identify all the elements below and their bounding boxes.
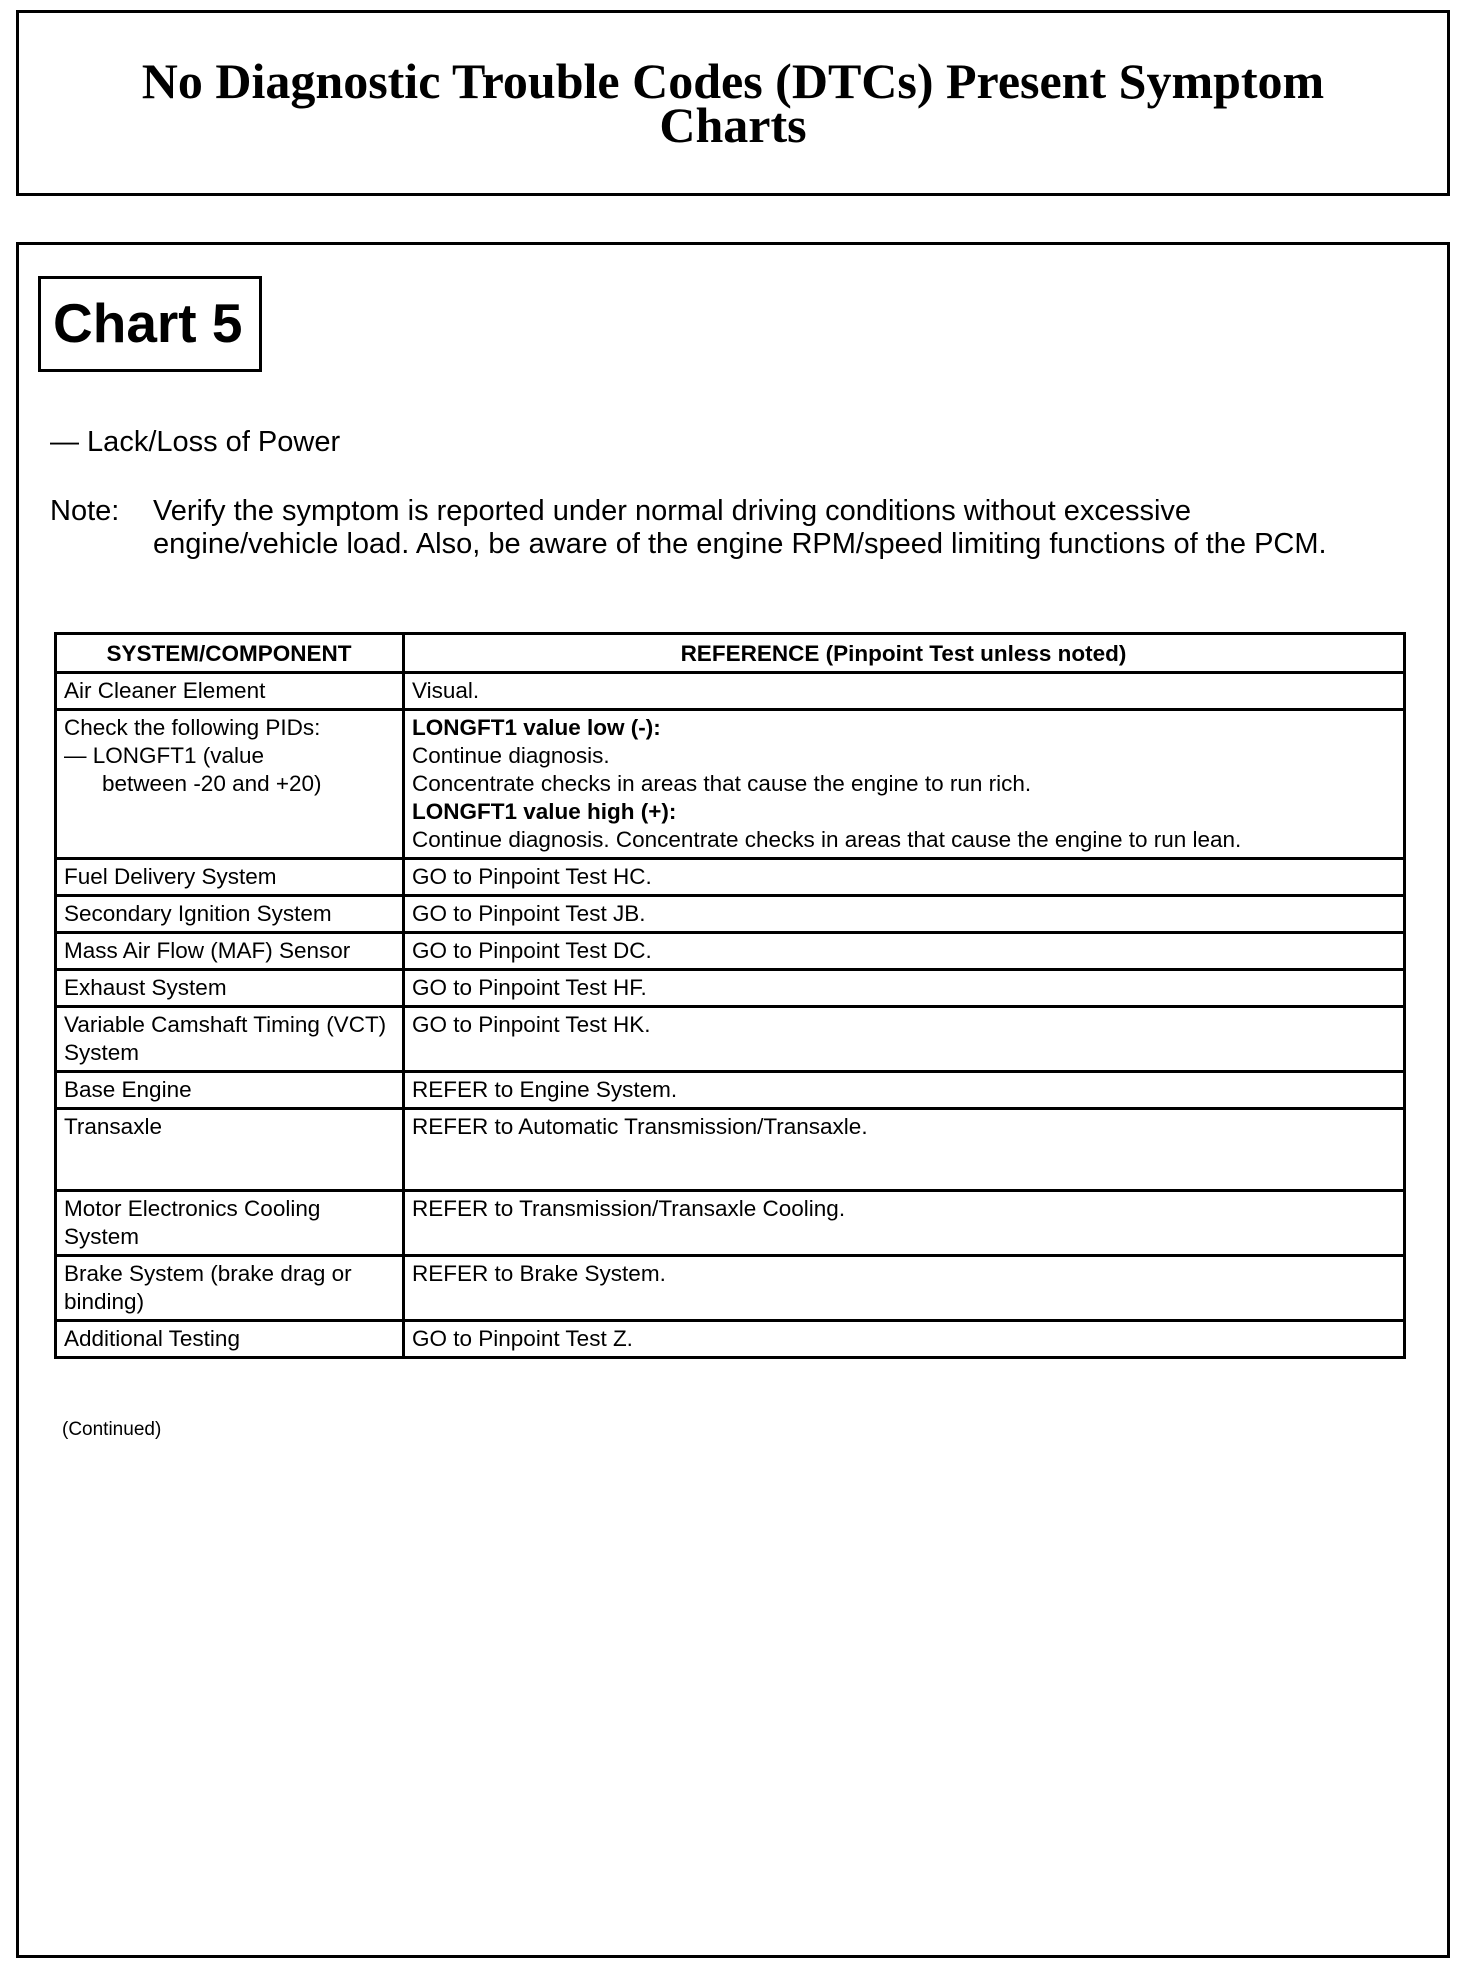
table-row bbox=[56, 933, 1405, 970]
column-header-reference: REFERENCE (Pinpoint Test unless noted) bbox=[404, 634, 1405, 673]
table-row bbox=[56, 859, 1405, 896]
system-cell: Motor Electronics Cooling System bbox=[56, 1191, 404, 1256]
chart-label: Chart 5 bbox=[38, 276, 262, 372]
system-line: Check the following PIDs: bbox=[64, 715, 321, 740]
table-header-row bbox=[56, 634, 1405, 673]
system-cell: Base Engine bbox=[56, 1072, 404, 1109]
system-line: between -20 and +20) bbox=[102, 771, 322, 796]
table-row bbox=[56, 1072, 1405, 1109]
table-row bbox=[56, 1191, 1405, 1256]
table-row bbox=[56, 710, 1405, 859]
continued-label: (Continued) bbox=[62, 1419, 162, 1440]
table-row bbox=[56, 896, 1405, 933]
table-row bbox=[56, 1007, 1405, 1072]
system-cell: Air Cleaner Element bbox=[56, 673, 404, 710]
system-cell: Brake System (brake drag or binding) bbox=[56, 1256, 404, 1321]
system-cell: Variable Camshaft Timing (VCT) System bbox=[56, 1007, 404, 1072]
pid-condition-low: LONGFT1 value low (-): bbox=[412, 715, 661, 740]
reference-cell: REFER to Brake System. bbox=[404, 1256, 1405, 1321]
symptom-chart-table bbox=[54, 632, 1406, 1359]
reference-cell: REFER to Automatic Transmission/Transaxle. bbox=[404, 1109, 1405, 1191]
reference-cell: GO to Pinpoint Test Z. bbox=[404, 1321, 1405, 1358]
reference-cell bbox=[404, 710, 1405, 859]
page-title-line-2: Charts bbox=[659, 97, 807, 153]
reference-cell: REFER to Transmission/Transaxle Cooling. bbox=[404, 1191, 1405, 1256]
system-cell: Transaxle bbox=[56, 1109, 404, 1191]
reference-cell: GO to Pinpoint Test HK. bbox=[404, 1007, 1405, 1072]
system-cell: Additional Testing bbox=[56, 1321, 404, 1358]
reference-line: Continue diagnosis. Concentrate checks in areas that cause the engine to run lean. bbox=[412, 827, 1242, 852]
table-row bbox=[56, 1321, 1405, 1358]
system-cell bbox=[56, 710, 404, 859]
system-cell: Fuel Delivery System bbox=[56, 859, 404, 896]
note-label: Note: bbox=[50, 495, 120, 527]
column-header-system: SYSTEM/COMPONENT bbox=[56, 634, 404, 673]
reference-line: Continue diagnosis. bbox=[412, 743, 610, 768]
reference-cell: GO to Pinpoint Test JB. bbox=[404, 896, 1405, 933]
reference-cell: GO to Pinpoint Test DC. bbox=[404, 933, 1405, 970]
pid-condition-high: LONGFT1 value high (+): bbox=[412, 799, 677, 824]
title-box bbox=[16, 10, 1450, 196]
symptom-heading: — Lack/Loss of Power bbox=[50, 426, 341, 458]
table-row bbox=[56, 673, 1405, 710]
note-text: Verify the symptom is reported under normal driving conditions without excessive engine/vehicle load. Also, be aware of the engine RPM/speed limiting functions of the PCM. bbox=[153, 495, 1327, 560]
reference-cell: GO to Pinpoint Test HC. bbox=[404, 859, 1405, 896]
system-cell: Exhaust System bbox=[56, 970, 404, 1007]
reference-cell: Visual. bbox=[404, 673, 1405, 710]
chart-container bbox=[16, 242, 1450, 1958]
page-title-line-1: No Diagnostic Trouble Codes (DTCs) Present Symptom bbox=[141, 53, 1325, 109]
table-row bbox=[56, 1256, 1405, 1321]
reference-cell: REFER to Engine System. bbox=[404, 1072, 1405, 1109]
table-row bbox=[56, 1109, 1405, 1191]
system-cell: Secondary Ignition System bbox=[56, 896, 404, 933]
table-row bbox=[56, 970, 1405, 1007]
system-cell: Mass Air Flow (MAF) Sensor bbox=[56, 933, 404, 970]
reference-line: Concentrate checks in areas that cause the engine to run rich. bbox=[412, 771, 1032, 796]
system-line: — LONGFT1 (value bbox=[64, 743, 265, 768]
reference-cell: GO to Pinpoint Test HF. bbox=[404, 970, 1405, 1007]
